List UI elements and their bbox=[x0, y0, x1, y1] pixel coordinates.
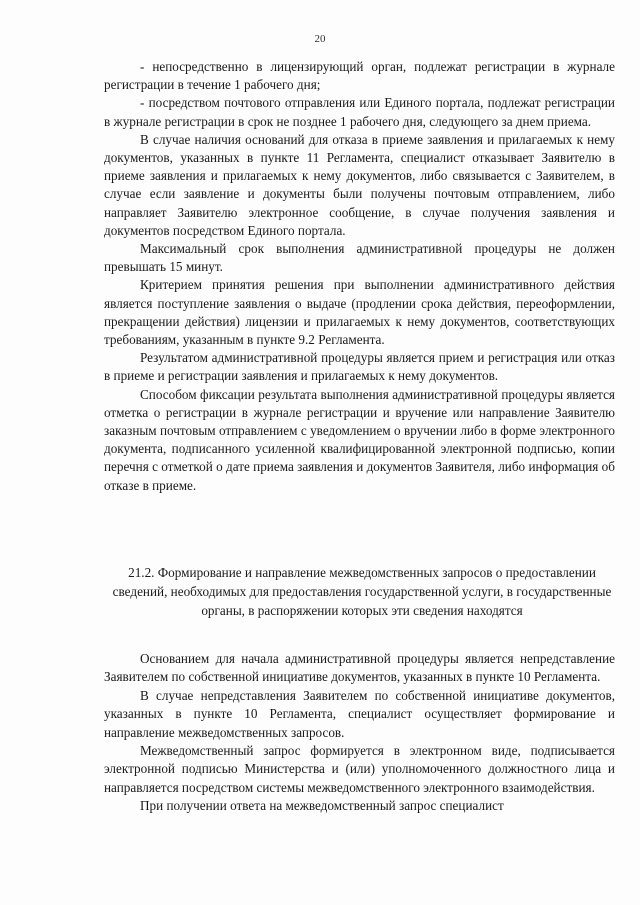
paragraph: - непосредственно в лицензирующий орган, подлежат регистрации в журнале регистрации в течение 1 рабочего дня; bbox=[104, 59, 615, 93]
section-heading bbox=[112, 563, 612, 620]
page-number: 20 bbox=[314, 33, 326, 45]
paragraph: Основанием для начала административной процедуры является непредставление Заявителем по собственной инициативе документов, указанных в пункте 10 Регламента. bbox=[104, 651, 615, 685]
paragraph: Максимальный срок выполнения административной процедуры не должен превышать 15 минут. bbox=[104, 241, 615, 275]
paragraph: - посредством почтового отправления или Единого портала, подлежат регистрации в журнале регистрации в срок не позднее 1 рабочего дня, следующего за днем приема. bbox=[104, 95, 615, 129]
paragraph: Критерием принятия решения при выполнении административного действия является поступление заявления о выдаче (продлении срока действия, переоформлении, прекращении действия) лицензии и прилагаемых к нему документов, соответствующих требованиям, указанным в пункте 9.2 Регламента. bbox=[104, 277, 615, 348]
section-heading-text: 21.2. Формирование и направление межведомственных запросов о предоставлении сведений, необходимых для предоставления государственной услуги, в государственные органы, в распоряжении которых эти сведения находятся bbox=[112, 565, 612, 618]
body-text-top bbox=[104, 58, 615, 495]
body-text-bottom bbox=[104, 650, 615, 816]
paragraph: Способом фиксации результата выполнения административной процедуры является отметка о регистрации в журнале регистрации и вручение или направление Заявителю заказным почтовым отправлением с уведомлением о вручении либо в форме электронного документа, подписанного усиленной квалифицированной электронной подписью, копии перечня с отметкой о дате приема заявления и документов Заявителя, либо информация об отказе в приеме. bbox=[104, 386, 615, 493]
paragraph: В случае непредставления Заявителем по собственной инициативе документов, указанных в пункте 10 Регламента, специалист осуществляет формирование и направление межведомственных запросов. bbox=[104, 687, 615, 740]
paragraph: Результатом административной процедуры является прием и регистрация или отказ в приеме и регистрации заявления и прилагаемых к нему документов. bbox=[104, 350, 615, 384]
paragraph: При получении ответа на межведомственный запрос специалист bbox=[140, 798, 504, 814]
paragraph: Межведомственный запрос формируется в электронном виде, подписывается электронной подписью Министерства и (или) уполномоченного должностного лица и направляется посредством системы межведомственного электронного взаимодействия. bbox=[104, 743, 615, 795]
paragraph: В случае наличия оснований для отказа в приеме заявления и прилагаемых к нему документов, указанных в пункте 11 Регламента, специалист отказывает Заявителю в приеме заявления и прилагаемых к нему документов, либо связывается с Заявителем, в случае если заявление и документы были получены почтовым отправлением, либо направляет Заявителю электронное сообщение, в случае получения заявления и документов посредством Единого портала. bbox=[104, 131, 615, 238]
